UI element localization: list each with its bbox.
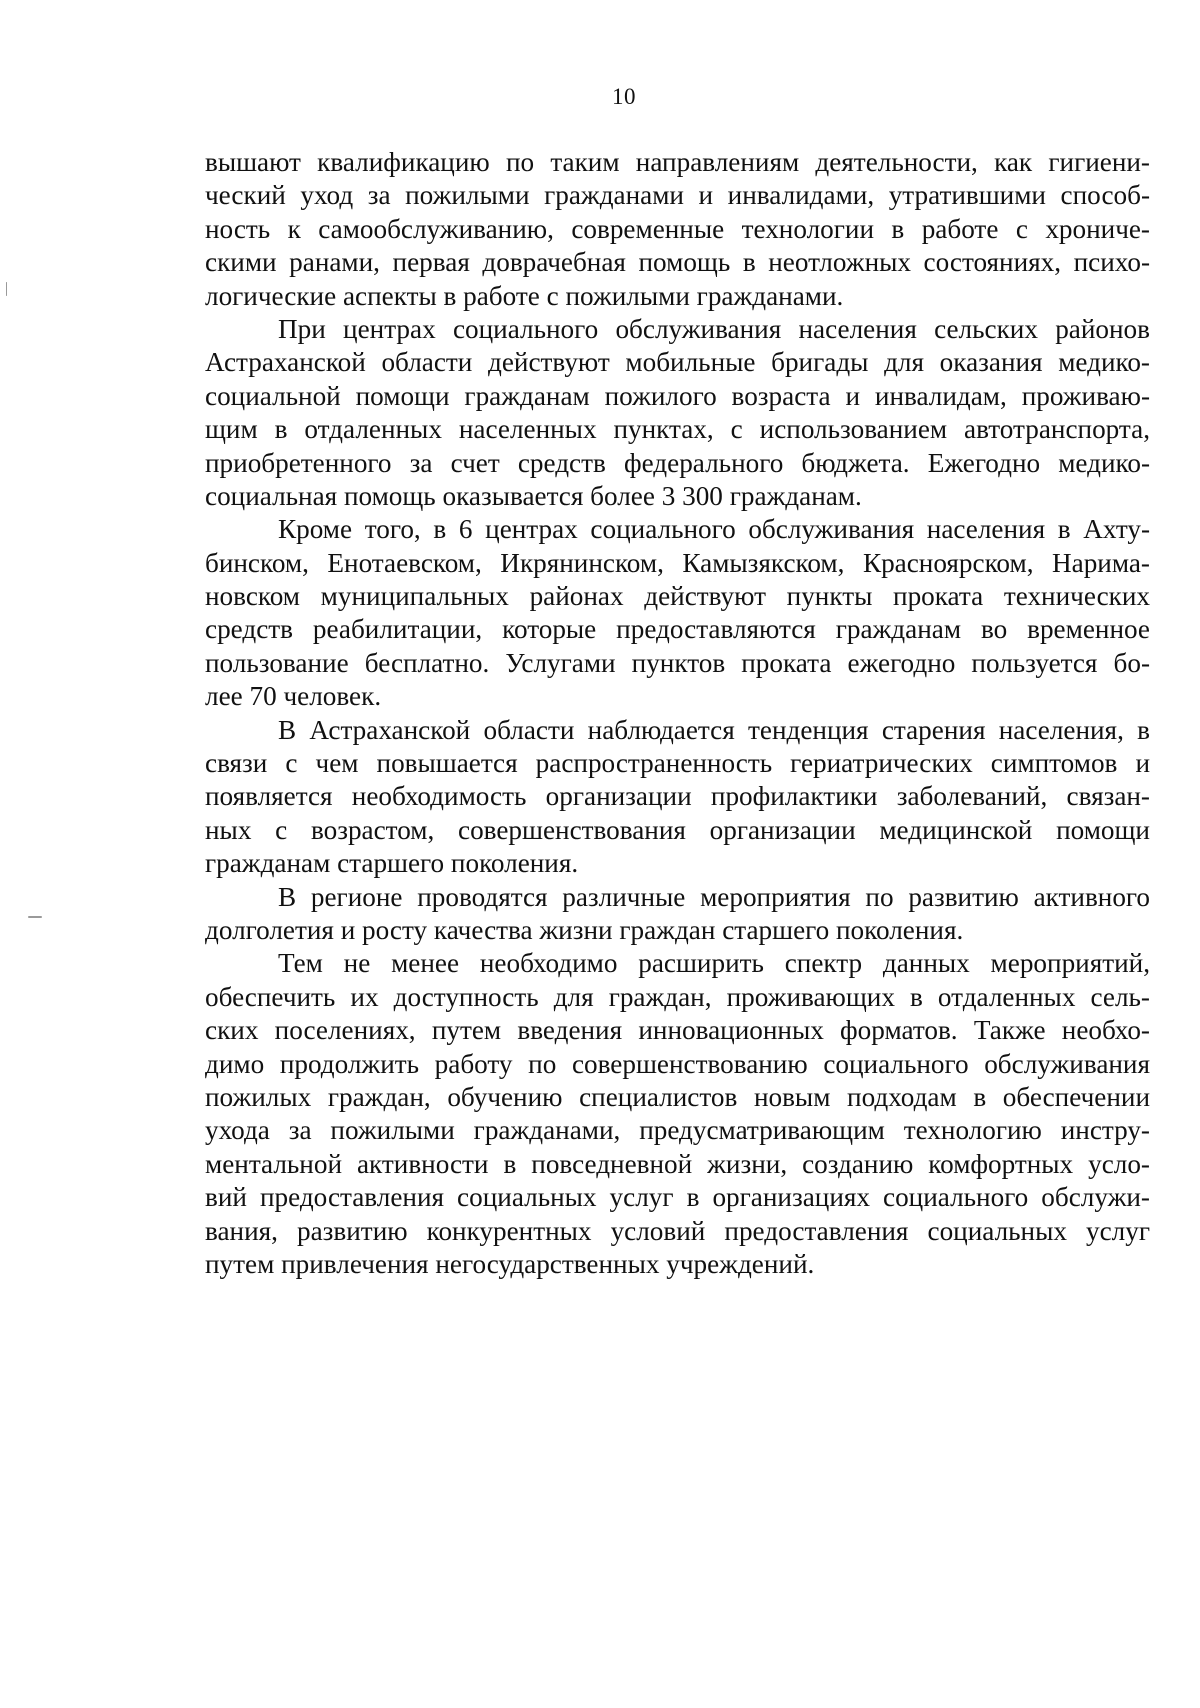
text-line: ухода за пожилыми гражданами, предусматривающим технологию инстру- [205,1115,1150,1146]
scan-speck [28,916,42,918]
paragraph-first-line: В регионе проводятся различные мероприятия по развитию активного [278,881,1150,912]
text-line: ных с возрастом, совершенствования организации медицинской помощи [205,814,1150,845]
text-line: пользование бесплатно. Услугами пунктов проката ежегодно пользуется бо- [205,647,1150,678]
page-number: 10 [612,84,636,109]
text-line: Астраханской области действуют мобильные бригады для оказания медико- [205,347,1150,378]
text-line: путем привлечения негосударственных учреждений. [205,1248,815,1279]
text-line: долголетия и росту качества жизни граждан старшего поколения. [205,914,964,945]
paragraph-first-line: Кроме того, в 6 центрах социального обслуживания населения в Ахту- [278,514,1150,545]
text-line: лее 70 человек. [205,681,382,712]
text-line: вышают квалификацию по таким направлениям деятельности, как гигиени- [205,147,1150,177]
text-line: бинском, Енотаевском, Икрянинском, Камызякском, Красноярском, Нарима- [205,547,1150,578]
text-line: связи с чем повышается распространенность гериатрических симптомов и [205,748,1150,779]
text-line: ческий уход за пожилыми гражданами и инвалидами, утратившими способ- [205,180,1150,211]
text-line: ских поселениях, путем введения инновационных форматов. Также необхо- [205,1015,1150,1046]
text-line: социальной помощи гражданам пожилого возраста и инвалидам, проживаю- [205,380,1150,411]
text-line: социальная помощь оказывается более 3 300 гражданам. [205,480,862,511]
paragraph-first-line: При центрах социального обслуживания населения сельских районов [278,313,1150,344]
body-text [205,146,1150,1281]
text-line: обеспечить их доступность для граждан, проживающих в отдаленных сель- [205,981,1150,1012]
text-line: вий предоставления социальных услуг в организациях социального обслужи- [205,1182,1150,1213]
text-line: логические аспекты в работе с пожилыми гражданами. [205,280,844,311]
text-line: ность к самообслуживанию, современные технологии в работе с хрониче- [205,213,1150,244]
text-line: средств реабилитации, которые предоставляются гражданам во временное [205,614,1150,645]
text-line: гражданам старшего поколения. [205,848,579,879]
text-line: появляется необходимость организации профилактики заболеваний, связан- [205,781,1150,812]
paragraph-first-line: Тем не менее необходимо расширить спектр данных мероприятий, [278,948,1150,979]
text-line: димо продолжить работу по совершенствованию социального обслуживания [205,1048,1150,1079]
paragraph-first-line: В Астраханской области наблюдается тенденция старения населения, в [278,714,1150,745]
scan-speck [6,282,7,296]
text-line: вания, развитию конкурентных условий предоставления социальных услуг [205,1215,1150,1246]
text-line: скими ранами, первая доврачебная помощь в неотложных состояниях, психо- [205,247,1150,278]
text-line: пожилых граждан, обучению специалистов новым подходам в обеспечении [205,1081,1150,1112]
text-line: щим в отдаленных населенных пунктах, с использованием автотранспорта, [205,414,1150,445]
text-line: новском муниципальных районах действуют пункты проката технических [205,581,1150,612]
text-line: ментальной активности в повседневной жизни, созданию комфортных усло- [205,1148,1150,1179]
text-line: приобретенного за счет средств федерального бюджета. Ежегодно медико- [205,447,1150,478]
